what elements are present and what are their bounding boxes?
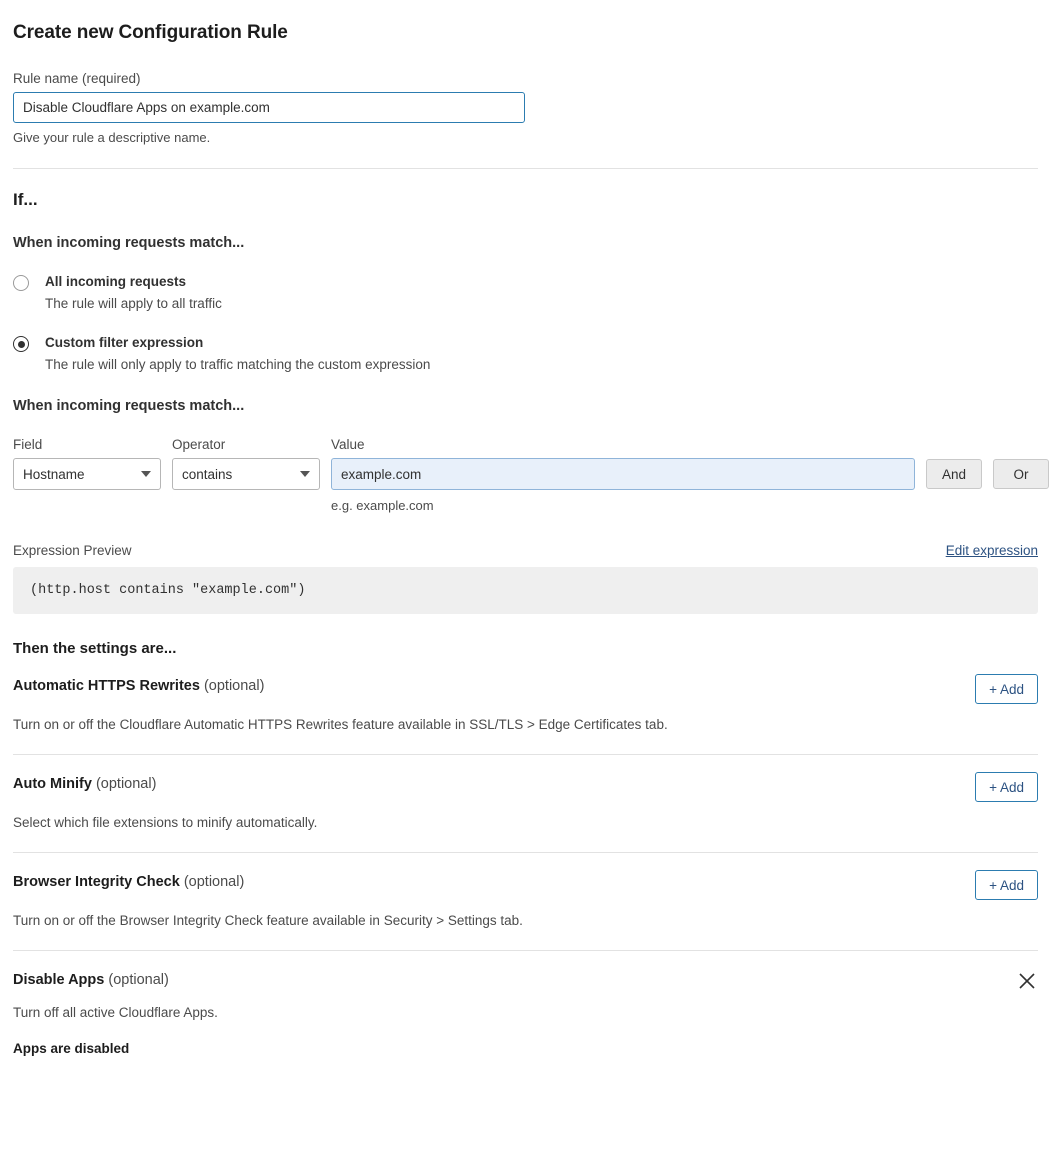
rule-name-helper: Give your rule a descriptive name. — [13, 130, 211, 145]
setting-optional: (optional) — [108, 972, 169, 989]
field-select-value: Hostname — [23, 466, 85, 482]
expression-preview-box: (http.host contains "example.com") — [13, 567, 1038, 614]
setting-name: Browser Integrity Check — [13, 874, 180, 891]
operator-select-value: contains — [182, 466, 233, 482]
setting-optional: (optional) — [95, 776, 157, 793]
field-select[interactable] — [13, 458, 161, 490]
value-label: Value — [331, 437, 365, 453]
setting-title — [13, 776, 156, 792]
rule-name-input[interactable] — [13, 92, 525, 123]
setting-optional: (optional) — [203, 678, 265, 695]
setting-name: Disable Apps — [13, 972, 105, 989]
radio-label: All incoming requests — [45, 274, 187, 289]
expression-builder-heading: When incoming requests match... — [13, 398, 245, 415]
divider-top — [13, 168, 1038, 169]
setting-title — [13, 678, 264, 694]
and-button[interactable]: And — [926, 459, 982, 489]
chevron-down-icon — [141, 471, 151, 477]
edit-expression-link[interactable]: Edit expression — [945, 543, 1038, 559]
radio-label: Custom filter expression — [45, 335, 204, 351]
value-input[interactable] — [331, 458, 915, 490]
setting-description: Turn off all active Cloudflare Apps. — [13, 1005, 218, 1021]
expression-preview-header — [13, 543, 1038, 558]
expression-preview-label: Expression Preview — [13, 543, 132, 559]
operator-label: Operator — [172, 437, 226, 453]
value-column — [331, 437, 915, 513]
setting-title — [13, 874, 244, 890]
field-column — [13, 437, 161, 490]
setting-optional: (optional) — [183, 874, 245, 891]
add-button[interactable]: + Add — [975, 674, 1038, 704]
radio-description: The rule will only apply to traffic matching the custom expression — [45, 357, 431, 373]
expression-builder-row — [13, 437, 1038, 513]
field-label: Field — [13, 437, 43, 453]
page-title: Create new Configuration Rule — [13, 22, 288, 43]
or-button[interactable]: Or — [993, 459, 1049, 489]
operator-column — [172, 437, 320, 490]
setting-browser-integrity-check — [13, 853, 1038, 928]
radio-option-custom-filter-expression[interactable] — [13, 334, 1038, 373]
operator-select[interactable] — [172, 458, 320, 490]
chevron-down-icon — [300, 471, 310, 477]
rule-name-label: Rule name (required) — [13, 71, 141, 86]
if-section-heading: If... — [13, 190, 38, 209]
value-hint: e.g. example.com — [331, 498, 434, 514]
add-button[interactable]: + Add — [975, 772, 1038, 802]
radio-icon[interactable] — [13, 275, 29, 291]
close-icon[interactable] — [1016, 970, 1038, 992]
setting-description: Select which file extensions to minify automatically. — [13, 815, 318, 831]
setting-disable-apps — [13, 951, 1038, 1056]
setting-title — [13, 972, 169, 988]
match-type-heading: When incoming requests match... — [13, 235, 245, 251]
radio-icon-selected[interactable] — [13, 336, 29, 352]
add-button[interactable]: + Add — [975, 870, 1038, 900]
status-badge: Apps are disabled — [13, 1041, 130, 1057]
setting-description: Turn on or off the Cloudflare Automatic HTTPS Rewrites feature available in SSL/TLS > Edge Certificates tab. — [13, 717, 668, 733]
setting-name: Auto Minify — [13, 776, 92, 793]
setting-auto-minify — [13, 755, 1038, 830]
radio-description: The rule will apply to all traffic — [45, 296, 222, 311]
then-section-heading: Then the settings are... — [13, 640, 177, 658]
radio-option-all-incoming-requests[interactable] — [13, 273, 1038, 312]
setting-description: Turn on or off the Browser Integrity Check feature available in Security > Settings tab. — [13, 913, 523, 929]
setting-automatic-https-rewrites — [13, 657, 1038, 732]
setting-name: Automatic HTTPS Rewrites — [13, 678, 200, 695]
